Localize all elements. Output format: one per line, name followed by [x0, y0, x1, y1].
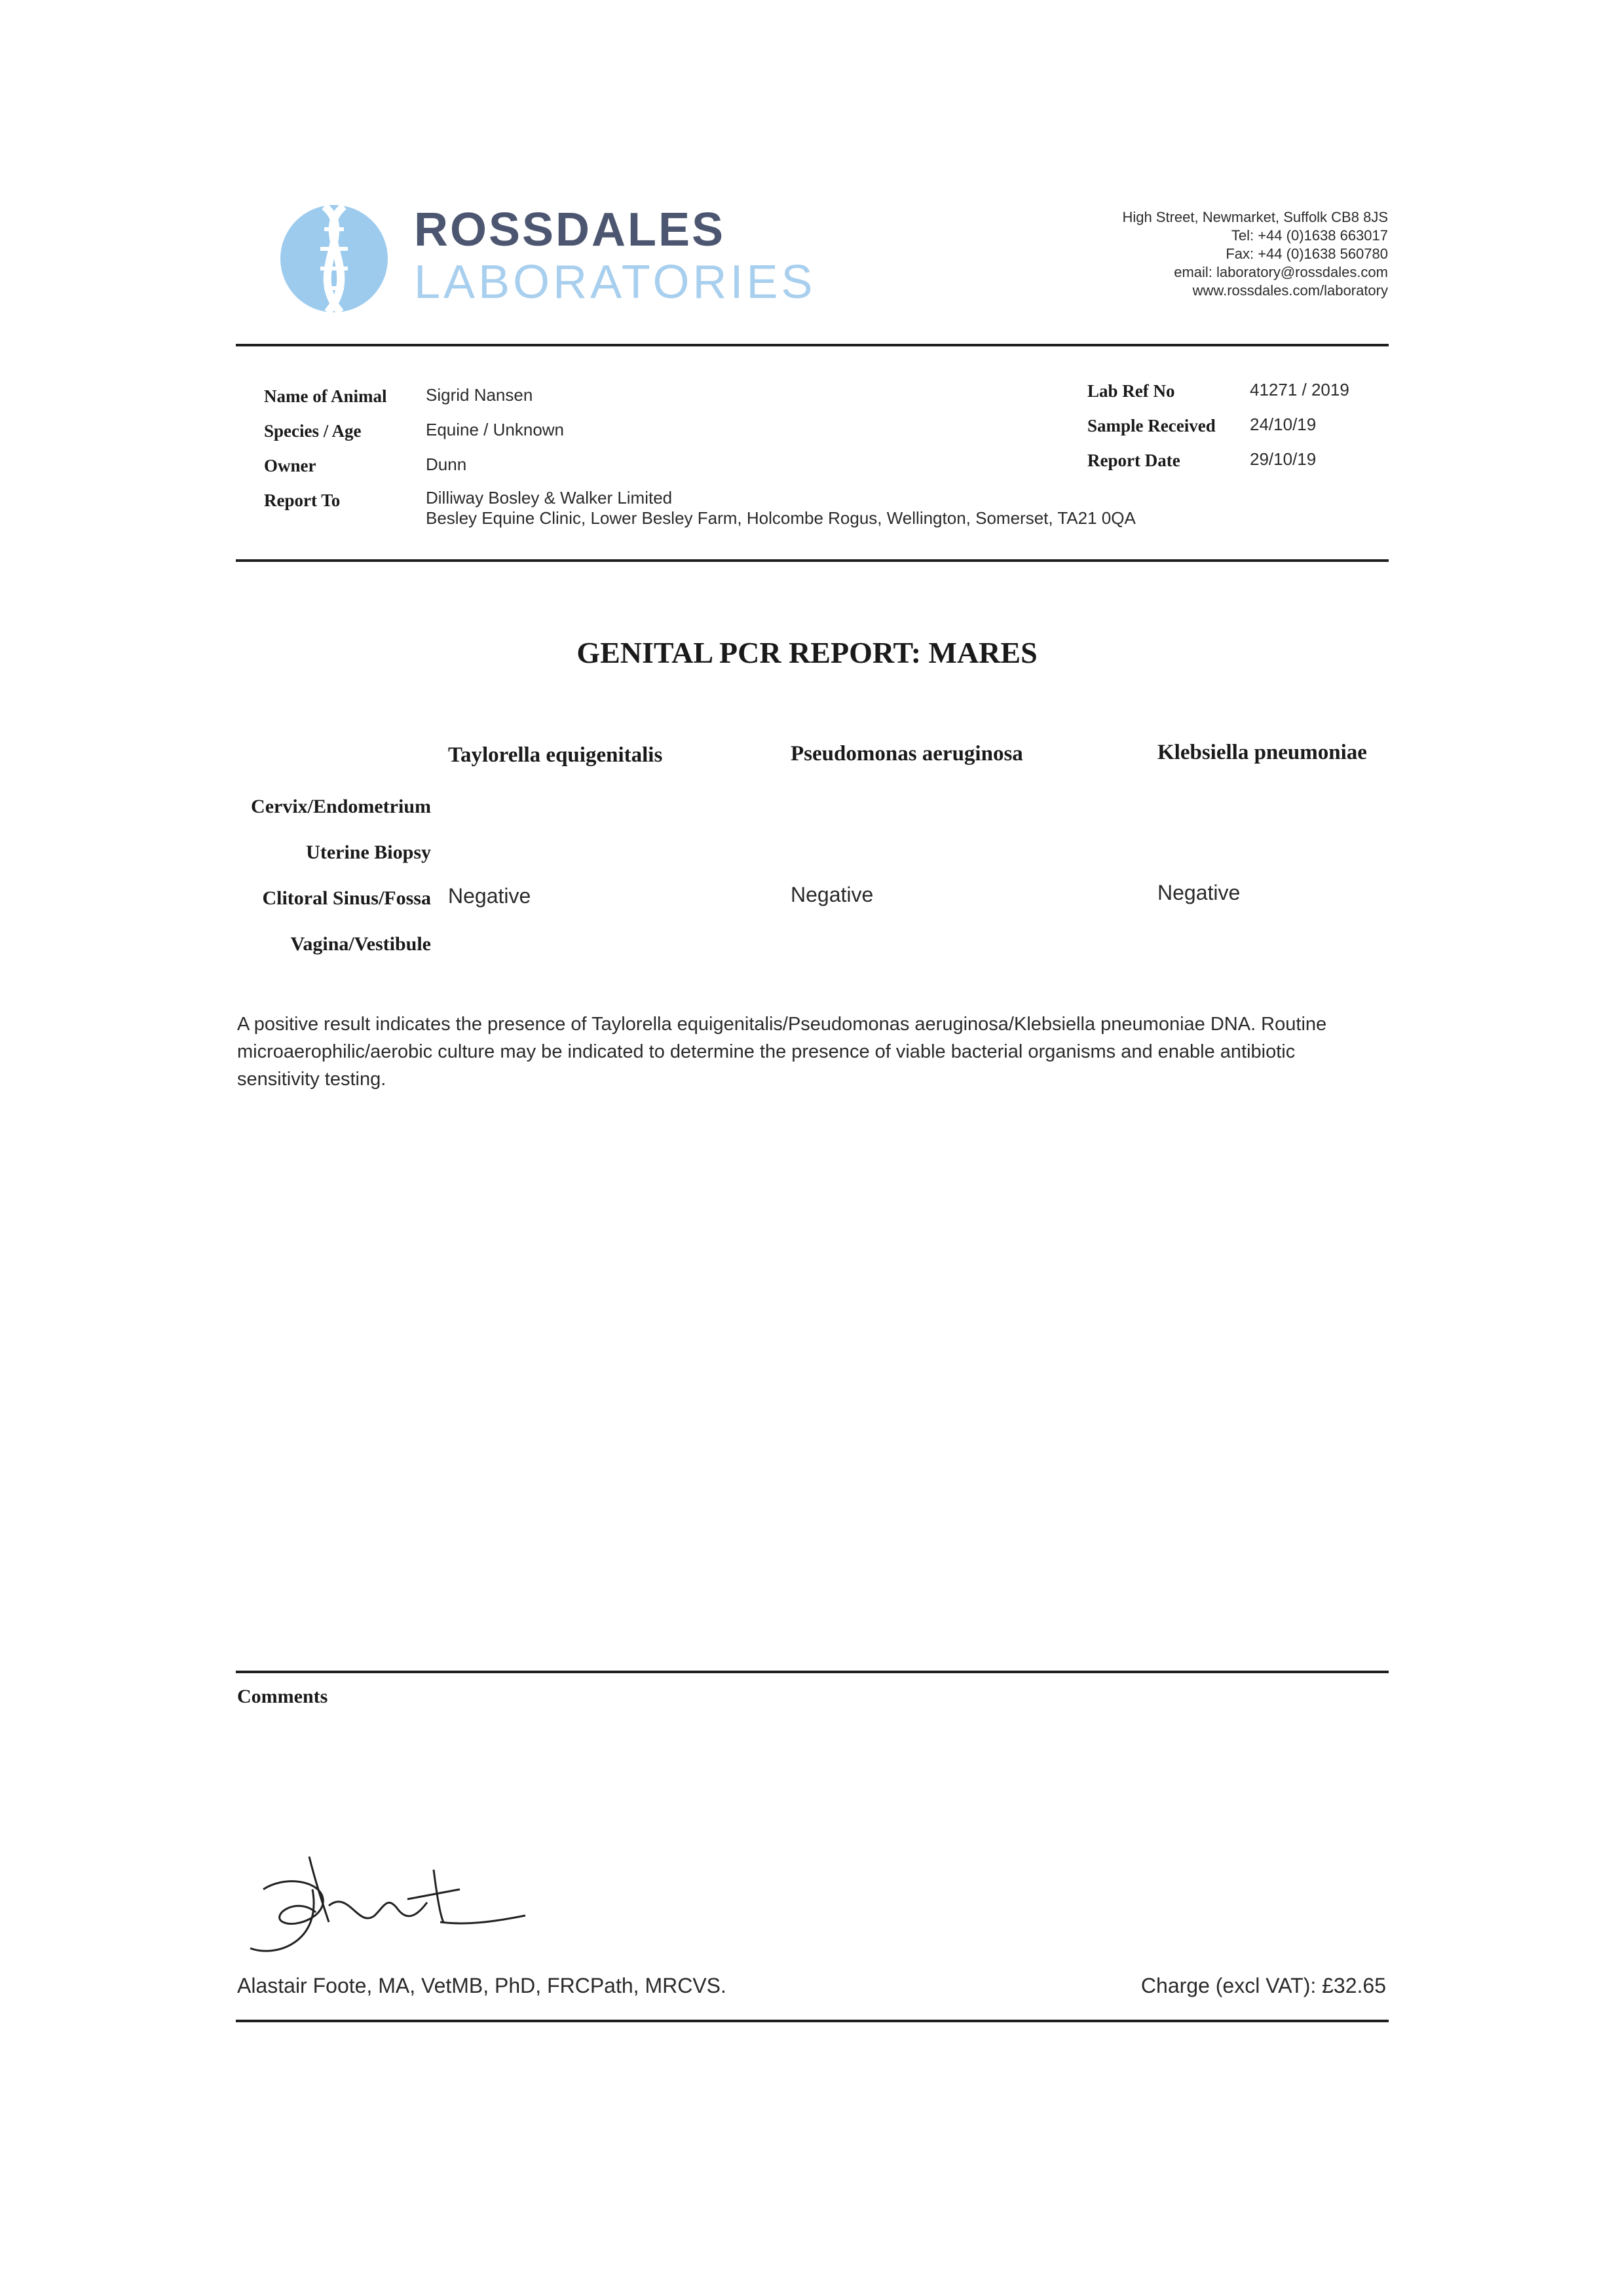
signatory-name: Alastair Foote, MA, VetMB, PhD, FRCPath, MRCVS.	[237, 1974, 726, 1997]
address-street: High Street, Newmarket, Suffolk CB8 8JS	[1122, 209, 1388, 225]
name-label: Name of Animal	[264, 386, 387, 406]
report-title: GENITAL PCR REPORT: MARES	[576, 636, 1038, 669]
col-klebsiella: Klebsiella pneumoniae	[1157, 741, 1367, 764]
divider-details	[236, 559, 1389, 562]
owner-value: Dunn	[426, 454, 467, 474]
row-uterine-biopsy: Uterine Biopsy	[306, 842, 431, 863]
divider-bottom	[236, 2020, 1389, 2022]
report-date-value: 29/10/19	[1250, 449, 1317, 469]
row-clitoral-sinus-fossa: Clitoral Sinus/Fossa	[262, 887, 431, 909]
divider-comments	[236, 1671, 1389, 1673]
report-to-line2: Besley Equine Clinic, Lower Besley Farm, Holcombe Rogus, Wellington, Somerset, TA21 0QA	[426, 508, 1136, 528]
name-value: Sigrid Nansen	[426, 385, 533, 405]
address-email[interactable]: email: laboratory@rossdales.com	[1174, 264, 1388, 280]
divider-top	[236, 344, 1389, 346]
report-to-label: Report To	[264, 491, 341, 510]
row-vagina-vestibule: Vagina/Vestibule	[290, 933, 431, 955]
charge-text: Charge (excl VAT): £32.65	[1140, 1974, 1386, 1997]
brand-subtitle: LABORATORIES	[414, 256, 816, 308]
species-value: Equine / Unknown	[426, 420, 565, 439]
address-website[interactable]: www.rossdales.com/laboratory	[1192, 282, 1388, 299]
note-line-2: microaerophilic/aerobic culture may be indicated to determine the presence of viable bacterial organisms and enable antibiotic	[237, 1041, 1296, 1062]
owner-label: Owner	[264, 456, 316, 475]
address-tel: Tel: +44 (0)1638 663017	[1231, 227, 1388, 244]
species-label: Species / Age	[264, 421, 362, 441]
result-clitoral-pseudomonas: Negative	[791, 883, 874, 906]
row-cervix-endometrium: Cervix/Endometrium	[251, 796, 431, 817]
interpretation-note	[237, 1010, 1403, 1093]
address-fax: Fax: +44 (0)1638 560780	[1226, 246, 1388, 262]
sample-received-value: 24/10/19	[1250, 415, 1317, 434]
result-clitoral-taylorella: Negative	[448, 884, 531, 908]
lab-logo	[278, 200, 390, 318]
report-date-label: Report Date	[1087, 451, 1180, 470]
lab-ref-label: Lab Ref No	[1087, 381, 1175, 401]
col-taylorella: Taylorella equigenitalis	[448, 743, 663, 767]
lab-address	[1122, 208, 1388, 300]
result-clitoral-klebsiella: Negative	[1157, 881, 1241, 904]
brand-name: ROSSDALES	[414, 204, 726, 256]
note-line-1: A positive result indicates the presence of Taylorella equigenitalis/Pseudomonas aeruginosa/Klebsiella pneumoniae DNA. Routine	[237, 1014, 1327, 1035]
lab-ref-value: 41271 / 2019	[1250, 380, 1349, 399]
comments-label: Comments	[237, 1686, 328, 1707]
sample-received-label: Sample Received	[1087, 416, 1216, 435]
note-line-3: sensitivity testing.	[237, 1069, 386, 1090]
signature	[244, 1850, 545, 1961]
col-pseudomonas: Pseudomonas aeruginosa	[791, 742, 1023, 766]
report-to-line1: Dilliway Bosley & Walker Limited	[426, 488, 673, 508]
